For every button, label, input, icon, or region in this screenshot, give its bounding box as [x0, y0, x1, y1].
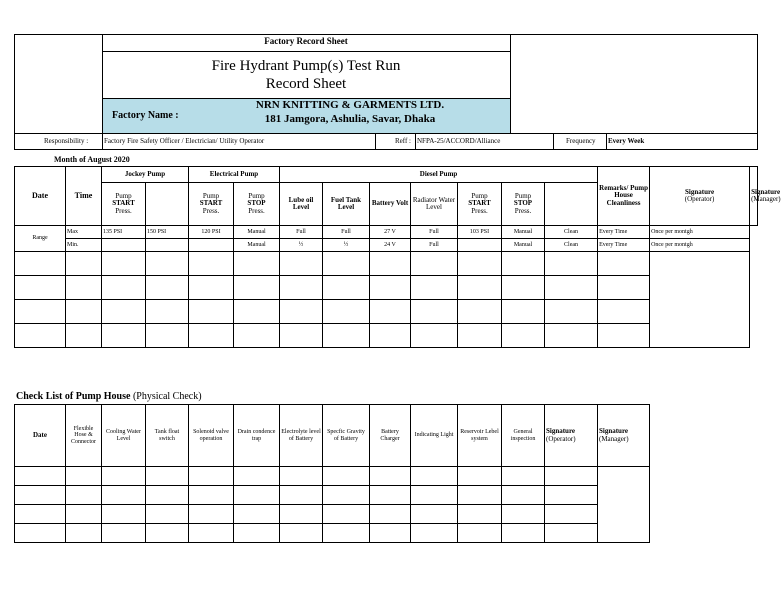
entry-cell[interactable] [189, 276, 234, 300]
max-fuel: Full [323, 226, 370, 239]
min-cell [146, 239, 189, 252]
entry-cell[interactable] [15, 276, 66, 300]
entry-cell[interactable] [15, 467, 66, 486]
radiator-header: Radiator Water Level [411, 183, 458, 226]
entry-cell[interactable] [411, 486, 458, 505]
max-sig-operator: Every Time [598, 226, 650, 239]
entry-cell[interactable] [411, 524, 458, 543]
diesel-start-header: Pump START Press. [458, 183, 502, 226]
min-lube-oil: ½ [280, 239, 323, 252]
entry-cell[interactable] [280, 252, 323, 276]
entry-cell[interactable] [650, 252, 750, 348]
entry-cell[interactable] [411, 467, 458, 486]
entry-cell[interactable] [502, 324, 545, 348]
min-label: Min. [66, 239, 102, 252]
range-label: Range [15, 226, 66, 252]
sheet-type-label: Factory Record Sheet [264, 36, 348, 46]
max-remarks: Clean [545, 226, 598, 239]
entry-cell[interactable] [15, 324, 66, 348]
entry-cell[interactable] [102, 486, 146, 505]
entry-cell[interactable] [323, 505, 370, 524]
entry-cell[interactable] [146, 252, 189, 276]
blank-sub-header [545, 183, 598, 226]
entry-cell[interactable] [66, 252, 102, 276]
cl-sig-operator-header: Signature (Operator) [545, 405, 598, 467]
elec-start-header: Pump START Press. [189, 183, 234, 226]
frequency-value: Every Week [608, 137, 645, 145]
cl-tank-float-header: Tank float switch [146, 405, 189, 467]
cl-battery-charger-header: Battery Charger [370, 405, 411, 467]
entry-cell[interactable] [411, 276, 458, 300]
entry-cell[interactable] [598, 467, 650, 543]
col-time-header: Time [66, 167, 102, 226]
min-cell [458, 239, 502, 252]
entry-cell[interactable] [66, 524, 102, 543]
checklist-subtitle: (Physical Check) [132, 391, 202, 402]
entry-cell[interactable] [545, 524, 598, 543]
entry-cell[interactable] [370, 300, 411, 324]
checklist-title [16, 391, 202, 402]
entry-cell[interactable] [545, 300, 598, 324]
info-div-3 [415, 134, 416, 150]
month-label: Month of August 2020 [54, 155, 130, 164]
entry-cell[interactable] [323, 300, 370, 324]
entry-cell[interactable] [102, 467, 146, 486]
entry-cell[interactable] [146, 300, 189, 324]
entry-cell[interactable] [234, 486, 280, 505]
cl-specific-gravity-header: Specfic Gravity of Battery [323, 405, 370, 467]
table-row [15, 324, 758, 348]
frequency-label: Frequency [566, 137, 596, 145]
cl-indicating-light-header: Indicating Light [411, 405, 458, 467]
entry-cell[interactable] [15, 300, 66, 324]
entry-cell[interactable] [370, 324, 411, 348]
entry-cell[interactable] [15, 252, 66, 276]
jockey-start-header: Pump START Press. [102, 183, 146, 226]
entry-cell[interactable] [189, 467, 234, 486]
min-remarks: Clean [545, 239, 598, 252]
entry-cell[interactable] [458, 300, 502, 324]
page-title-line-1: Fire Hydrant Pump(s) Test Run [211, 58, 401, 74]
max-jockey-start: 135 PSI [102, 226, 146, 239]
entry-cell[interactable] [323, 486, 370, 505]
entry-cell[interactable] [15, 486, 66, 505]
entry-cell[interactable] [66, 467, 102, 486]
max-battery: 27 V [370, 226, 411, 239]
entry-cell[interactable] [370, 252, 411, 276]
entry-cell[interactable] [102, 324, 146, 348]
entry-cell[interactable] [280, 486, 323, 505]
min-radiator: Full [411, 239, 458, 252]
responsibility-value: Factory Fire Safety Officer / Electrician/ Utility Operator [104, 137, 265, 145]
col-date-header: Date [15, 167, 66, 226]
cl-general-inspection-header: General inspection [502, 405, 545, 467]
cl-solenoid-header: Solenoid valve operation [189, 405, 234, 467]
entry-cell[interactable] [458, 486, 502, 505]
lube-oil-header: Lube oil Level [280, 183, 323, 226]
entry-cell[interactable] [146, 505, 189, 524]
entry-cell[interactable] [545, 252, 598, 276]
entry-cell[interactable] [502, 276, 545, 300]
entry-cell[interactable] [323, 252, 370, 276]
entry-cell[interactable] [502, 300, 545, 324]
entry-cell[interactable] [280, 505, 323, 524]
entry-cell[interactable] [102, 252, 146, 276]
entry-cell[interactable] [280, 467, 323, 486]
entry-cell[interactable] [189, 324, 234, 348]
entry-cell[interactable] [189, 252, 234, 276]
entry-cell[interactable] [66, 324, 102, 348]
entry-cell[interactable] [598, 300, 650, 324]
min-cell [189, 239, 234, 252]
entry-cell[interactable] [411, 505, 458, 524]
min-elec-stop: Manual [234, 239, 280, 252]
page-title-line-2: Record Sheet [265, 76, 347, 92]
entry-cell[interactable] [502, 505, 545, 524]
entry-cell[interactable] [323, 524, 370, 543]
record-table [14, 166, 781, 348]
jockey-pump-header: Jockey Pump [102, 167, 189, 183]
entry-cell[interactable] [189, 486, 234, 505]
cl-reservoir-header: Reservoir Lebel system [458, 405, 502, 467]
checklist-title-bold: Check List of Pump House [16, 391, 131, 402]
table-row [15, 524, 650, 543]
info-div-4 [553, 134, 554, 150]
entry-cell[interactable] [411, 300, 458, 324]
max-lube-oil: Full [280, 226, 323, 239]
max-diesel-start: 103 PSI [458, 226, 502, 239]
table-row [15, 467, 650, 486]
entry-cell[interactable] [411, 324, 458, 348]
max-radiator: Full [411, 226, 458, 239]
factory-name: NRN KNITTING & GARMENTS LTD. [255, 99, 445, 111]
entry-cell[interactable] [370, 276, 411, 300]
min-sig-operator: Every Time [598, 239, 650, 252]
entry-cell[interactable] [458, 467, 502, 486]
battery-volt-header: Battery Volt [370, 183, 411, 226]
entry-cell[interactable] [545, 276, 598, 300]
elec-stop-header: Pump STOP Press. [234, 183, 280, 226]
entry-cell[interactable] [234, 276, 280, 300]
entry-cell[interactable] [234, 324, 280, 348]
entry-cell[interactable] [15, 505, 66, 524]
entry-cell[interactable] [102, 276, 146, 300]
reff-value: NFPA-25/ACCORD/Alliance [417, 137, 501, 145]
max-label: Max [66, 226, 102, 239]
entry-cell[interactable] [545, 505, 598, 524]
entry-cell[interactable] [189, 505, 234, 524]
table-row [15, 252, 758, 276]
entry-cell[interactable] [502, 524, 545, 543]
table-row [15, 505, 650, 524]
cl-drain-header: Drain condence trap [234, 405, 280, 467]
entry-cell[interactable] [234, 524, 280, 543]
min-diesel-stop: Manual [502, 239, 545, 252]
table-row [15, 276, 758, 300]
cl-flexible-hose-header: Flexible Hose & Connector [66, 405, 102, 467]
reff-label: Reff : [395, 137, 412, 145]
entry-cell[interactable] [146, 276, 189, 300]
entry-cell[interactable] [545, 486, 598, 505]
entry-cell[interactable] [234, 467, 280, 486]
max-elec-stop: Manual [234, 226, 280, 239]
entry-cell[interactable] [146, 324, 189, 348]
max-elec-start: 120 PSI [189, 226, 234, 239]
cl-electrolyte-header: Electrolyte level of Battery [280, 405, 323, 467]
jockey-blank-header [146, 183, 189, 226]
entry-cell[interactable] [458, 524, 502, 543]
entry-cell[interactable] [598, 276, 650, 300]
diesel-pump-header: Diesel Pump [280, 167, 598, 183]
entry-cell[interactable] [66, 486, 102, 505]
cl-sig-manager-header: Signature (Manager) [598, 405, 650, 467]
entry-cell[interactable] [598, 252, 650, 276]
entry-cell[interactable] [502, 467, 545, 486]
entry-cell[interactable] [458, 324, 502, 348]
entry-cell[interactable] [323, 467, 370, 486]
min-sig-manager: Once per montgh [650, 239, 750, 252]
header-divider-right [510, 34, 511, 134]
min-battery: 24 V [370, 239, 411, 252]
electrical-pump-header: Electrical Pump [189, 167, 280, 183]
entry-cell[interactable] [458, 505, 502, 524]
entry-cell[interactable] [323, 276, 370, 300]
entry-cell[interactable] [598, 324, 650, 348]
entry-cell[interactable] [280, 276, 323, 300]
entry-cell[interactable] [370, 505, 411, 524]
entry-cell[interactable] [234, 300, 280, 324]
diesel-stop-header: Pump STOP Press. [502, 183, 545, 226]
entry-cell[interactable] [146, 467, 189, 486]
entry-cell[interactable] [189, 300, 234, 324]
min-cell [102, 239, 146, 252]
checklist-table [14, 404, 650, 543]
entry-cell[interactable] [234, 505, 280, 524]
responsibility-label: Responsibility : [44, 137, 89, 145]
entry-cell[interactable] [234, 252, 280, 276]
header-line-1 [102, 51, 510, 52]
entry-cell[interactable] [545, 324, 598, 348]
factory-name-label: Factory Name : [112, 110, 179, 121]
max-diesel-stop: Manual [502, 226, 545, 239]
factory-address: 181 Jamgora, Ashulia, Savar, Dhaka [264, 113, 436, 125]
max-jockey-2: 150 PSI [146, 226, 189, 239]
info-div-1 [102, 134, 103, 150]
entry-cell[interactable] [102, 505, 146, 524]
entry-cell[interactable] [370, 524, 411, 543]
info-div-5 [606, 134, 607, 150]
entry-cell[interactable] [102, 300, 146, 324]
entry-cell[interactable] [411, 252, 458, 276]
entry-cell[interactable] [102, 524, 146, 543]
max-sig-manager: Once per montgh [650, 226, 750, 239]
sig-manager-header: Signature (Manager) [750, 167, 758, 226]
entry-cell[interactable] [15, 524, 66, 543]
cl-cooling-water-header: Cooling Water Level [102, 405, 146, 467]
min-fuel: ½ [323, 239, 370, 252]
entry-cell[interactable] [66, 505, 102, 524]
entry-cell[interactable] [323, 324, 370, 348]
entry-cell[interactable] [502, 252, 545, 276]
entry-cell[interactable] [66, 300, 102, 324]
remarks-header: Remarks/ Pump House Cleanliness [598, 167, 650, 226]
entry-cell[interactable] [545, 467, 598, 486]
entry-cell[interactable] [146, 524, 189, 543]
fuel-tank-header: Fuel Tank Level [323, 183, 370, 226]
entry-cell[interactable] [370, 467, 411, 486]
entry-cell[interactable] [370, 486, 411, 505]
sig-operator-header: Signature (Operator) [650, 167, 750, 226]
entry-cell[interactable] [189, 524, 234, 543]
entry-cell[interactable] [458, 252, 502, 276]
cl-date-header: Date [15, 405, 66, 467]
entry-cell[interactable] [458, 276, 502, 300]
info-div-2 [375, 134, 376, 150]
entry-cell[interactable] [280, 524, 323, 543]
entry-cell[interactable] [280, 324, 323, 348]
entry-cell[interactable] [502, 486, 545, 505]
table-row [15, 486, 650, 505]
entry-cell[interactable] [280, 300, 323, 324]
entry-cell[interactable] [66, 276, 102, 300]
entry-cell[interactable] [146, 486, 189, 505]
table-row [15, 300, 758, 324]
